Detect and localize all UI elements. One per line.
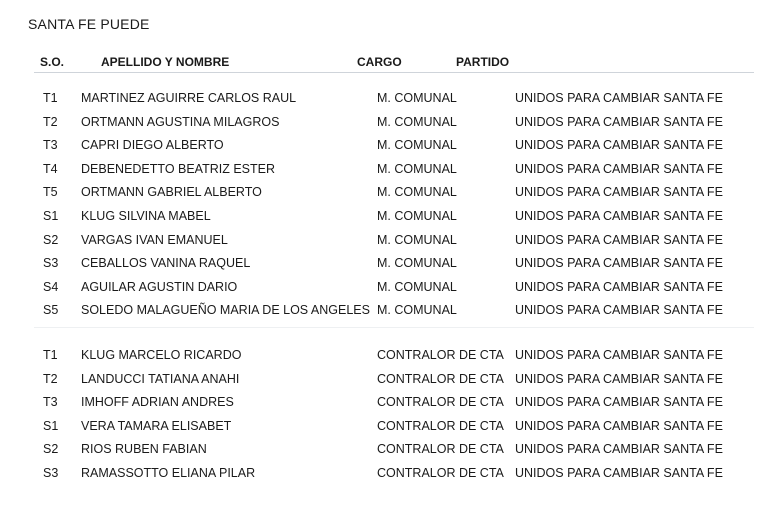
cell-cargo: M. COMUNAL (377, 303, 457, 318)
cell-so: T4 (43, 161, 58, 176)
header-partido: PARTIDO (456, 55, 510, 69)
cell-name: SOLEDO MALAGUEÑO MARIA DE LOS ANGELES (81, 303, 370, 318)
cell-name: AGUILAR AGUSTIN DARIO (81, 279, 238, 294)
table-row (0, 369, 758, 393)
cell-name: CAPRI DIEGO ALBERTO (81, 138, 224, 153)
cell-name: KLUG SILVINA MABEL (81, 208, 211, 223)
cell-name: RAMASSOTTO ELIANA PILAR (81, 465, 256, 480)
cell-name: CEBALLOS VANINA RAQUEL (81, 256, 251, 271)
header-cargo: CARGO (357, 55, 402, 69)
cell-so: T2 (43, 114, 58, 129)
cell-partido: UNIDOS PARA CAMBIAR SANTA FE (515, 91, 723, 105)
cell-partido: UNIDOS PARA CAMBIAR SANTA FE (515, 418, 723, 433)
cell-so: S2 (43, 442, 59, 457)
table-row (0, 392, 758, 416)
cell-cargo: M. COMUNAL (377, 114, 457, 129)
cell-cargo: CONTRALOR DE CTA (377, 348, 504, 362)
cell-so: T1 (43, 91, 58, 105)
cell-so: S4 (43, 279, 59, 294)
cell-cargo: M. COMUNAL (377, 138, 457, 153)
cell-partido: UNIDOS PARA CAMBIAR SANTA FE (515, 256, 723, 271)
cell-name: RIOS RUBEN FABIAN (81, 442, 207, 457)
cell-cargo: CONTRALOR DE CTA (377, 395, 504, 410)
cell-cargo: M. COMUNAL (377, 91, 457, 105)
cell-name: DEBENEDETTO BEATRIZ ESTER (81, 161, 276, 176)
table-row (0, 300, 758, 324)
section-divider (34, 327, 754, 328)
cell-name: IMHOFF ADRIAN ANDRES (81, 395, 234, 410)
cell-name: LANDUCCI TATIANA ANAHI (81, 371, 240, 386)
document-title: SANTA FE PUEDE (28, 16, 150, 32)
table-row (0, 439, 758, 463)
cell-partido: UNIDOS PARA CAMBIAR SANTA FE (515, 371, 723, 386)
cell-partido: UNIDOS PARA CAMBIAR SANTA FE (515, 161, 723, 176)
cell-cargo: M. COMUNAL (377, 256, 457, 271)
cell-cargo: M. COMUNAL (377, 185, 457, 200)
cell-so: T3 (43, 138, 58, 153)
table-header (0, 55, 758, 73)
cell-so: S3 (43, 465, 59, 480)
table-row (0, 253, 758, 277)
cell-name: VARGAS IVAN EMANUEL (81, 232, 228, 247)
header-name: APELLIDO Y NOMBRE (101, 55, 230, 69)
table-row (0, 416, 758, 440)
cell-so: T3 (43, 395, 58, 410)
cell-partido: UNIDOS PARA CAMBIAR SANTA FE (515, 348, 723, 362)
cell-partido: UNIDOS PARA CAMBIAR SANTA FE (515, 442, 723, 457)
cell-name: ORTMANN GABRIEL ALBERTO (81, 185, 262, 200)
cell-so: T1 (43, 348, 58, 362)
cell-so: S2 (43, 232, 59, 247)
cell-partido: UNIDOS PARA CAMBIAR SANTA FE (515, 138, 723, 153)
cell-partido: UNIDOS PARA CAMBIAR SANTA FE (515, 465, 723, 480)
cell-partido: UNIDOS PARA CAMBIAR SANTA FE (515, 232, 723, 247)
cell-cargo: CONTRALOR DE CTA (377, 418, 504, 433)
cell-cargo: M. COMUNAL (377, 232, 457, 247)
table-row (0, 463, 758, 487)
header-divider (34, 72, 754, 73)
cell-so: S5 (43, 303, 59, 318)
cell-cargo: M. COMUNAL (377, 208, 457, 223)
comunal-section (0, 88, 758, 324)
cell-so: S3 (43, 256, 59, 271)
table-row (0, 345, 758, 369)
table-row (0, 159, 758, 183)
cell-name: KLUG MARCELO RICARDO (81, 348, 242, 362)
cell-cargo: CONTRALOR DE CTA (377, 371, 504, 386)
cell-so: T5 (43, 185, 58, 200)
cell-name: ORTMANN AGUSTINA MILAGROS (81, 114, 280, 129)
table-row (0, 206, 758, 230)
cell-cargo: CONTRALOR DE CTA (377, 442, 504, 457)
cell-partido: UNIDOS PARA CAMBIAR SANTA FE (515, 279, 723, 294)
cell-so: S1 (43, 418, 59, 433)
cell-so: T2 (43, 371, 58, 386)
cell-name: VERA TAMARA ELISABET (81, 418, 232, 433)
contralor-section (0, 345, 758, 487)
table-row (0, 112, 758, 136)
cell-partido: UNIDOS PARA CAMBIAR SANTA FE (515, 303, 723, 318)
cell-cargo: M. COMUNAL (377, 161, 457, 176)
header-so: S.O. (40, 55, 65, 69)
cell-partido: UNIDOS PARA CAMBIAR SANTA FE (515, 208, 723, 223)
cell-partido: UNIDOS PARA CAMBIAR SANTA FE (515, 395, 723, 410)
table-row (0, 135, 758, 159)
cell-cargo: CONTRALOR DE CTA (377, 465, 504, 480)
table-row (0, 230, 758, 254)
table-row (0, 277, 758, 301)
cell-partido: UNIDOS PARA CAMBIAR SANTA FE (515, 114, 723, 129)
cell-cargo: M. COMUNAL (377, 279, 457, 294)
table-row (0, 88, 758, 112)
cell-partido: UNIDOS PARA CAMBIAR SANTA FE (515, 185, 723, 200)
cell-name: MARTINEZ AGUIRRE CARLOS RAUL (81, 91, 297, 105)
cell-so: S1 (43, 208, 59, 223)
table-row (0, 182, 758, 206)
